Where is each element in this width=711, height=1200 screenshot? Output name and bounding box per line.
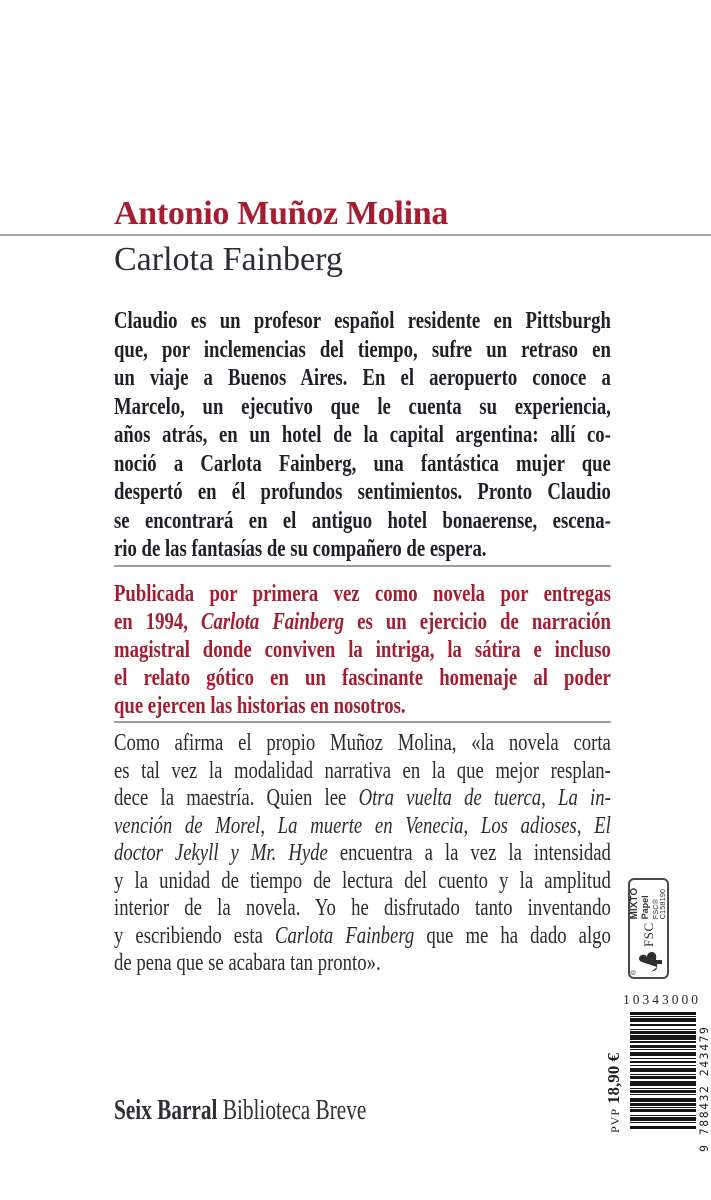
text-segment: que me ha dado algo <box>414 922 611 949</box>
text-segment: , <box>463 812 481 839</box>
price-tag <box>604 1007 630 1133</box>
text-line <box>114 307 611 336</box>
text-line <box>114 813 611 841</box>
text-segment: dece la maestría. Quien lee <box>114 785 359 811</box>
italic-text: doctor Jekyll y Mr. Hyde <box>114 840 328 866</box>
text-segment: que ejercen las historias en nosotros. <box>114 693 406 719</box>
fsc-wordmark: FSC <box>640 922 656 947</box>
text-segment: es un ejercicio de narración <box>344 609 611 635</box>
text-line <box>114 895 611 923</box>
text-segment: magistral donde conviven la intriga, la sátira e incluso <box>114 637 611 663</box>
section-divider <box>114 565 611 567</box>
text-segment: en 1994, <box>114 609 201 635</box>
text-line <box>114 868 611 896</box>
text-line <box>114 608 611 636</box>
text-segment: es tal vez la modalidad narrativa en la que mejor resplan- <box>114 757 611 784</box>
text-segment: Como afirma el propio Muñoz Molina, «la novela corta <box>114 730 611 756</box>
collection-name: Biblioteca Breve <box>222 1095 367 1126</box>
price-value: 18,90 € <box>604 1052 623 1104</box>
text-line <box>114 450 611 479</box>
text-segment: un viaje a Buenos Aires. En el aeropuerto conoce a <box>114 365 611 391</box>
section-divider <box>114 721 611 723</box>
barcode <box>630 1012 696 1130</box>
text-line <box>114 364 611 393</box>
fsc-tree-icon <box>630 950 664 975</box>
text-segment: interior de la novela. Yo he disfrutado tanto inventando <box>114 895 611 921</box>
text-segment: Publicada por primera vez como novela por entregas <box>114 581 611 607</box>
text-segment: Marcelo, un ejecutivo que le cuenta su experiencia, <box>114 393 611 420</box>
italic-text: Otra vuelta de tuerca <box>358 785 542 811</box>
text-line <box>114 950 611 978</box>
text-segment: , <box>576 812 595 839</box>
fsc-cert-number: FSC® C158190 <box>650 888 668 920</box>
isbn-number: 9 788432 243479 <box>697 1025 711 1152</box>
text-line <box>114 636 611 664</box>
italic-text: El <box>594 812 611 839</box>
text-line <box>114 336 611 365</box>
text-line <box>114 785 611 813</box>
text-line <box>114 664 611 692</box>
text-segment: y la unidad de tiempo de lectura del cuento y la amplitud <box>114 867 611 894</box>
text-line <box>114 507 611 536</box>
text-segment: despertó en él profundos sentimientos. Pronto Claudio <box>114 479 611 505</box>
text-segment: y escribiendo esta <box>114 922 275 949</box>
text-segment: , <box>260 812 278 839</box>
text-segment: rio de las fantasías de su compañero de espera. <box>114 536 487 562</box>
italic-text: Carlota Fainberg <box>200 609 345 635</box>
publisher-logotype <box>114 1096 366 1127</box>
italic-text: La muerte en Venecia <box>277 812 464 839</box>
text-segment: el relato gótico en un fascinante homenaje al poder <box>114 665 611 691</box>
text-line <box>114 923 611 951</box>
pvp-label: PVP <box>608 1107 622 1133</box>
text-segment: noció a Carlota Fainberg, una fantástica mujer que <box>114 450 611 477</box>
registered-mark-icon: ® <box>630 969 638 975</box>
header-divider <box>0 234 711 236</box>
author-name: Antonio Muñoz Molina <box>114 195 449 232</box>
text-segment: , <box>541 785 559 811</box>
text-line <box>114 478 611 507</box>
italic-text: vención de Morel <box>114 812 261 839</box>
text-line <box>114 580 611 608</box>
text-line <box>114 393 611 422</box>
text-line <box>114 535 611 564</box>
fsc-label-content <box>628 878 669 979</box>
text-segment: Claudio es un profesor español residente en Pittsburgh <box>114 308 611 334</box>
fsc-text-block <box>630 883 668 919</box>
text-segment: que, por inclemencias del tiempo, sufre un retraso en <box>114 336 611 363</box>
text-line <box>114 758 611 786</box>
italic-text: Los adioses <box>480 812 577 839</box>
text-line <box>114 421 611 450</box>
synopsis-paragraph <box>114 307 611 564</box>
text-line <box>114 692 611 720</box>
text-line <box>114 840 611 868</box>
fsc-certification-label <box>628 878 673 983</box>
text-line <box>114 730 611 758</box>
fsc-papel-label: Papel <box>640 895 651 920</box>
barcode-bar <box>630 1129 696 1130</box>
publisher-blurb-paragraph <box>114 580 611 720</box>
text-segment: encuentra a la vez la intensidad <box>327 840 611 866</box>
fsc-mixto-label: MIXTO <box>628 887 640 920</box>
italic-text: Carlota Fainberg <box>274 922 415 949</box>
text-segment: años atrás, en un hotel de la capital argentina: allí co- <box>114 422 611 448</box>
text-segment: se encontrará en el antiguo hotel bonaerense, escena- <box>114 507 611 534</box>
italic-text: La in- <box>558 785 611 811</box>
book-title: Carlota Fainberg <box>114 241 343 278</box>
text-segment: de pena que se acabara tan pronto». <box>114 950 381 976</box>
publisher-name: Seix Barral <box>114 1095 218 1126</box>
author-quote-paragraph <box>114 730 611 978</box>
product-code: 10343000 <box>623 992 701 1007</box>
